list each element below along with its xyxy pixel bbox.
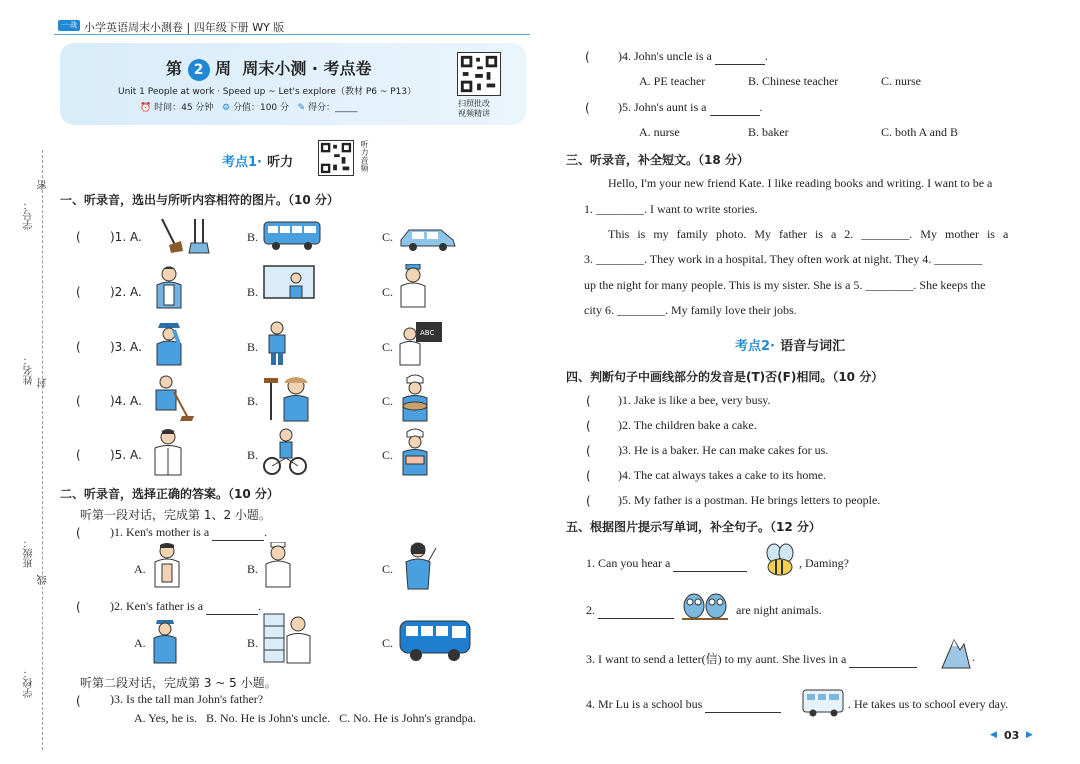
s2-intro1: 听第一段对话，完成第 1、2 小题。 (80, 508, 271, 522)
score-icon: ⚙ (222, 103, 231, 113)
exam-meta: ⏰ 时间：45 分钟 ⚙ 分值：100 分 ✎ 得分：_____ (140, 103, 358, 113)
r-q4-opt-b: B. Chinese teacher (748, 74, 839, 88)
man-shirt-picture (152, 428, 184, 476)
passage-line-2: 1. ________. I want to write stories. (584, 202, 758, 216)
school-bus-icon (801, 686, 845, 718)
s1-row1-paren[interactable]: ( (76, 230, 81, 244)
s5-item4-blank[interactable] (705, 697, 781, 713)
s4-item3: )3. He is a baker. He can make cakes for us. (618, 443, 829, 457)
s1-row4-b: B. (247, 394, 259, 408)
s5-item2-blank[interactable] (598, 603, 674, 619)
s1-row5-b: B. (247, 448, 259, 462)
r-q5-blank[interactable] (710, 100, 760, 116)
s5-item2: 2. (586, 603, 674, 619)
s4-title: 四、判断句子中画线部分的发音是(T)否(F)相同。（10 分） (566, 370, 884, 384)
owls-icon (680, 592, 730, 624)
s4-item1: )1. Jake is like a bee, very busy. (618, 393, 771, 407)
next-page-icon[interactable]: ▶ (1026, 730, 1033, 740)
s4-item4: )4. The cat always takes a cake to its home. (618, 468, 827, 482)
worker-roller-picture (262, 374, 316, 422)
s1-row5-paren[interactable]: ( (76, 448, 81, 462)
prev-page-icon[interactable]: ◀ (990, 730, 997, 740)
r-q4-paren[interactable]: ( (585, 50, 590, 64)
school-bus-picture (398, 615, 474, 663)
teacher-abc-picture (398, 320, 444, 366)
week-number-badge: 2 (188, 59, 210, 81)
s2-intro2: 听第二段对话，完成第 3 ~ 5 小题。 (80, 676, 277, 690)
s1-row3-num: )3. A. (110, 340, 142, 354)
bee-icon (762, 543, 798, 579)
got-icon: ✎ (297, 103, 306, 113)
s1-row4-num: )4. A. (110, 394, 142, 408)
listening-audio-label: 听力音频 (360, 140, 369, 172)
page-number: 03 (1004, 729, 1020, 742)
passage-line-5: up the night for many people. This is my sister. She is a 5. ________. She keeps the (584, 278, 986, 292)
banner-qr-code[interactable] (457, 52, 501, 96)
woman-apron-picture (150, 542, 184, 588)
s5-item3-blank[interactable] (849, 652, 917, 668)
r-q4-text: )4. John's uncle is a . (618, 49, 768, 63)
police-salute-picture (152, 320, 188, 366)
s1-row2-b: B. (247, 285, 259, 299)
passage-line-6: city 6. ________. My family love their jobs. (584, 303, 797, 317)
line-label: 线 (38, 575, 49, 585)
s2-title: 二、听录音，选择正确的答案。（10 分） (60, 487, 279, 501)
postman-bike-picture (262, 428, 308, 476)
s2-q2-text: )2. Ken's father is a . (110, 599, 262, 613)
r-q5-opt-c: C. both A and B (881, 125, 959, 139)
s1-row2-c: C. (382, 285, 394, 299)
s4-item5: )5. My father is a postman. He brings letters to people. (618, 493, 881, 507)
nurse-picture (396, 264, 430, 308)
r-q4-opt-a: A. PE teacher (639, 74, 706, 88)
baker-picture (398, 374, 432, 422)
baker-cake-picture (398, 428, 432, 476)
s5-item4: 4. Mr Lu is a school bus (586, 697, 781, 713)
s5-item4-end: . He takes us to school every day. (848, 697, 1009, 711)
car-picture (397, 220, 459, 252)
kd2-heading: 考点2· 语音与词汇 (735, 339, 846, 354)
s1-row4-paren[interactable]: ( (76, 394, 81, 408)
nurse-cap-picture (263, 542, 293, 588)
bus-picture (262, 218, 322, 252)
s5-item1: 1. Can you hear a (586, 556, 747, 572)
s5-item1-blank[interactable] (673, 556, 747, 572)
passage-line-1: Hello, I'm your new friend Kate. I like reading books and writing. I want to be a (608, 176, 993, 190)
teacher-board-picture (262, 264, 316, 304)
s1-row1-c: C. (382, 230, 394, 244)
number-label: 学号： (24, 200, 35, 230)
s1-row2-paren[interactable]: ( (76, 285, 81, 299)
s4-item5-paren[interactable]: ( (586, 494, 591, 508)
s2-q1-paren[interactable]: ( (76, 526, 81, 540)
svg-text:ABC: ABC (420, 329, 435, 337)
s1-row1-b: B. (247, 230, 259, 244)
passage-line-4: 3. ________. They work in a hospital. They often work at night. They 4. ________ (584, 252, 983, 266)
week-title: 第 2 周 周末小测 · 考点卷 (166, 56, 372, 81)
s2-q3-paren[interactable]: ( (76, 694, 81, 708)
s2-q1-b: B. (247, 562, 259, 576)
seal-label: 封 (38, 378, 49, 388)
unit-line: Unit 1 People at work · Speed up ~ Let's explore（教材 P6 ~ P13） (118, 87, 417, 97)
s5-item1-end: , Daming? (799, 556, 849, 570)
s1-title: 一、听录音，选出与所听内容相符的图片。（10 分） (60, 193, 339, 207)
binding-line (42, 150, 43, 750)
postman-picture (150, 616, 180, 664)
kd1-heading: 考点1· 听力 (222, 155, 294, 170)
s2-q3-options: A. Yes, he is. B. No. He is John's uncle. C. No. He is John's grandpa. (134, 711, 476, 725)
r-q4-blank[interactable] (715, 49, 765, 65)
s1-row3-c: C. (382, 340, 394, 354)
series-logo: 一·战 (58, 20, 80, 31)
class-label: 班级： (24, 538, 35, 568)
name-label: 姓名： (24, 355, 35, 385)
baker-shelf-picture (262, 612, 312, 664)
s2-q1-text: )1. Ken's mother is a . (110, 525, 268, 539)
school-label: 学校： (24, 668, 35, 698)
s1-row5-num: )5. A. (110, 448, 142, 462)
s2-q2-c: C. (382, 636, 394, 650)
s1-row3-paren[interactable]: ( (76, 340, 81, 354)
broom-mop-picture (157, 215, 212, 255)
qr-caption-2: 视频精讲 (458, 109, 490, 118)
worker-child-picture (264, 320, 290, 366)
s2-q1-a: A. (134, 562, 146, 576)
person-apron-picture (152, 265, 186, 309)
series-title: 小学英语周末小测卷 | 四年级下册 WY 版 (84, 21, 285, 34)
s1-row4-c: C. (382, 394, 394, 408)
s4-item4-paren[interactable]: ( (586, 469, 591, 483)
r-q4-opt-c: C. nurse (881, 74, 921, 88)
s2-q1-blank[interactable] (212, 525, 264, 541)
s2-q2-b: B. (247, 636, 259, 650)
mi-label: 密 (38, 180, 49, 190)
mountain-icon (940, 636, 972, 670)
s3-title: 三、听录音，补全短文。（18 分） (566, 153, 749, 167)
r-q5-text: )5. John's aunt is a . (618, 100, 763, 114)
s5-title: 五、根据图片提示写单词，补全句子。（12 分） (566, 520, 821, 534)
s2-q2-a: A. (134, 636, 146, 650)
teacher-pointer-picture (398, 540, 438, 590)
s2-q2-blank[interactable] (206, 599, 258, 615)
s4-item2: )2. The children bake a cake. (618, 418, 757, 432)
s1-row5-c: C. (382, 448, 394, 462)
s5-item2-end: are night animals. (736, 603, 822, 617)
s1-row1-num: )1. A. (110, 230, 142, 244)
s5-item3-end: . (972, 650, 975, 664)
s4-item3-paren[interactable]: ( (586, 444, 591, 458)
passage-line-3: This is my family photo. My father is a 2. ________. My mother is a (608, 227, 1009, 241)
clock-icon: ⏰ (140, 103, 152, 113)
cleaner-sweeping-picture (150, 374, 194, 422)
s2-q2-paren[interactable]: ( (76, 600, 81, 614)
listening-qr-code[interactable] (318, 140, 354, 176)
s1-row3-b: B. (247, 340, 259, 354)
r-q5-paren[interactable]: ( (585, 101, 590, 115)
s4-item2-paren[interactable]: ( (586, 419, 591, 433)
s1-row2-num: )2. A. (110, 285, 142, 299)
s5-item3: 3. I want to send a letter(信) to my aunt. She lives in a (586, 650, 917, 668)
r-q5-opt-a: A. nurse (639, 125, 680, 139)
s2-q1-c: C. (382, 562, 394, 576)
s4-item1-paren[interactable]: ( (586, 394, 591, 408)
r-q5-opt-b: B. baker (748, 125, 789, 139)
s2-q3-text: )3. Is the tall man John's father? (110, 692, 264, 706)
qr-caption-1: 扫照批改 (458, 99, 490, 108)
